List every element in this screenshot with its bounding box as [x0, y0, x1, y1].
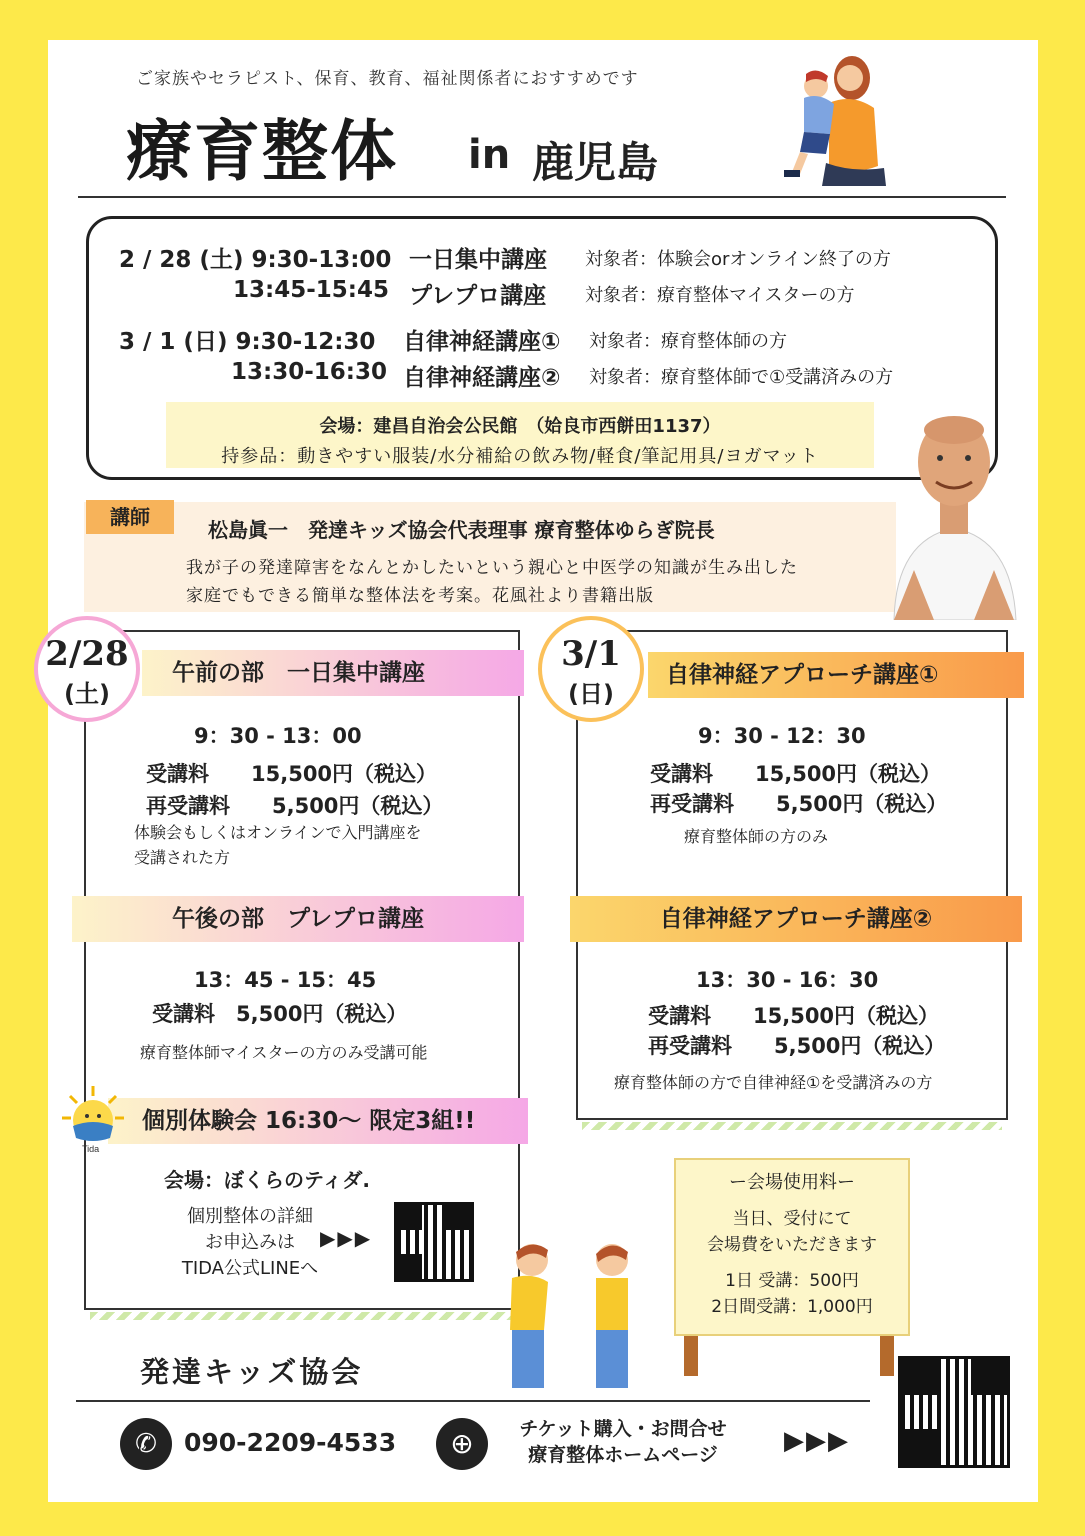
- page-title: 療育整体: [126, 112, 398, 190]
- day2-badge-weekday: (日): [568, 680, 614, 708]
- venue-fee-line-4: 2日間受講：1,000円: [711, 1297, 873, 1317]
- tida-line-qr-code[interactable]: [394, 1202, 474, 1282]
- header-divider: [78, 196, 1006, 198]
- venue-fee-line-1: 当日、受付にて: [732, 1209, 852, 1229]
- lecturer-tag: 講師: [86, 500, 174, 534]
- day1-badge-weekday: (土): [64, 680, 110, 708]
- day1-am-note-line-1: 体験会もしくはオンラインで入門講座を: [134, 823, 422, 842]
- day1-am-refee: 再受講料 5,500円（税込）: [146, 794, 444, 818]
- schedule-course-3: 自律神経講座①: [403, 329, 561, 355]
- day2-c2-time: 13：30 - 16：30: [696, 968, 879, 992]
- day1-am-fee: 受講料 15,500円（税込）: [146, 762, 438, 786]
- schedule-date-2: 13:45-15:45: [233, 277, 389, 303]
- schedule-date-1: 2 / 28 (土) 9:30-13:00: [119, 247, 392, 273]
- day1-pm-fee: 受講料 5,500円（税込）: [152, 1002, 408, 1026]
- lecturer-description: [186, 554, 798, 610]
- day2-c2-title: 自律神経アプローチ講座②: [659, 906, 933, 932]
- trial-venue: 会場：ぼくらのティダ.: [164, 1168, 370, 1192]
- venue-fee-line-3: 1日 受講：500円: [725, 1271, 859, 1291]
- tagline: ご家族やセラピスト、保育、教育、福祉関係者におすすめです: [136, 69, 639, 89]
- venue-address: 会場：建昌自治会公民館 （姶良市西餅田1137）: [319, 416, 721, 437]
- day1-badge-date: 2/28: [45, 634, 129, 674]
- day1-am-note-line-2: 受講された方: [134, 848, 231, 867]
- board-leg-left: [684, 1336, 698, 1376]
- schedule-date-4: 13:30-16:30: [231, 359, 387, 385]
- venue-fee-title: ー会場使用料ー: [729, 1172, 855, 1193]
- posture-illustration: [482, 1238, 662, 1390]
- title-in: in: [468, 132, 511, 178]
- lecturer-name: 松島眞一 発達キッズ協会代表理事 療育整体ゆらぎ院長: [208, 518, 715, 542]
- homepage-qr-code[interactable]: [898, 1356, 1010, 1468]
- trial-detail-line-2: お申込みは: [205, 1232, 295, 1253]
- day1-am-time: 9：30 - 13：00: [194, 724, 362, 748]
- trial-detail-line-1: 個別整体の詳細: [187, 1206, 313, 1227]
- day1-am-title-bar: [142, 650, 524, 696]
- schedule-course-1: 一日集中講座: [409, 247, 547, 273]
- schedule-target-2: 対象者：療育整体マイスターの方: [585, 285, 855, 306]
- phone-icon[interactable]: ✆: [120, 1418, 172, 1470]
- tida-logo-text: Tida: [82, 1144, 100, 1154]
- day2-c2-note: 療育整体師の方で自律神経①を受講済みの方: [614, 1073, 933, 1092]
- day2-badge-date: 3/1: [561, 634, 621, 674]
- sun-mascot-icon: [60, 1084, 126, 1154]
- schedule-date-3: 3 / 1 (日) 9:30-12:30: [119, 329, 376, 355]
- schedule-target-3: 対象者：療育整体師の方: [589, 331, 787, 352]
- schedule-target-1: 対象者：体験会orオンライン終了の方: [585, 249, 891, 270]
- organization-name: 発達キッズ協会: [140, 1355, 364, 1389]
- venue-band: [166, 402, 874, 468]
- schedule-course-4: 自律神経講座②: [403, 365, 561, 391]
- flyer-sheet: [45, 40, 1038, 1502]
- day1-pm-note: 療育整体師マイスターの方のみ受講可能: [140, 1043, 428, 1062]
- day1-date-badge: [34, 616, 140, 722]
- day2-date-badge: [538, 616, 644, 722]
- footer-divider: [76, 1400, 870, 1402]
- phone-number[interactable]: 090-2209-4533: [184, 1428, 397, 1457]
- mother-child-illustration: [774, 48, 894, 188]
- lecturer-desc-line-2: 家庭でもできる簡単な整体法を考案。花風社より書籍出版: [186, 586, 654, 606]
- day2-c1-title: 自律神経アプローチ講座①: [666, 662, 939, 688]
- day2-c2-title-bar: [570, 896, 1022, 942]
- schedule-target-4: 対象者：療育整体師で①受講済みの方: [589, 367, 894, 388]
- trial-detail: [156, 1204, 344, 1282]
- trial-detail-line-3: TIDA公式LINEへ: [181, 1258, 319, 1279]
- trial-title: 個別体験会 16:30〜 限定3組!!: [142, 1108, 476, 1134]
- day1-pm-time: 13：45 - 15：45: [194, 968, 377, 992]
- day2-c1-title-bar: [648, 652, 1024, 698]
- board-leg-right: [880, 1336, 894, 1376]
- lecturer-desc-line-1: 我が子の発達障害をなんとかしたいという親心と中医学の知識が生み出した: [186, 558, 798, 578]
- lecturer-photo: [884, 400, 1024, 620]
- trial-title-bar: [108, 1098, 528, 1144]
- venue-items: 持参品：動きやすい服装/水分補給の飲み物/軽食/筆記用具/ヨガマット: [221, 446, 819, 467]
- contact-link[interactable]: [508, 1416, 738, 1468]
- day2-c1-note: 療育整体師の方のみ: [684, 827, 829, 846]
- venue-fee-line-2: 会場費をいただきます: [707, 1235, 877, 1255]
- day2-c1-refee: 再受講料 5,500円（税込）: [650, 792, 948, 816]
- day2-c2-refee: 再受講料 5,500円（税込）: [648, 1034, 946, 1058]
- trial-arrows: ▶▶▶: [320, 1226, 373, 1250]
- day1-am-title: 午前の部 一日集中講座: [172, 660, 425, 686]
- day1-stripe: [90, 1312, 520, 1320]
- day1-am-note: [134, 820, 422, 870]
- globe-icon[interactable]: ⊕: [436, 1418, 488, 1470]
- day1-pm-title: 午後の部 プレプロ講座: [171, 906, 425, 932]
- venue-fee-board: [674, 1158, 910, 1336]
- day2-c1-fee: 受講料 15,500円（税込）: [650, 762, 942, 786]
- title-place: 鹿児島: [532, 138, 659, 187]
- day2-stripe: [582, 1122, 1002, 1130]
- schedule-course-2: プレプロ講座: [409, 283, 547, 309]
- day1-pm-title-bar: [72, 896, 524, 942]
- footer-arrows: ▶▶▶: [784, 1426, 850, 1456]
- contact-line-2: 療育整体ホームページ: [528, 1444, 718, 1466]
- contact-line-1: チケット購入・お問合せ: [519, 1418, 727, 1440]
- day2-c1-time: 9：30 - 12：30: [698, 724, 866, 748]
- day2-c2-fee: 受講料 15,500円（税込）: [648, 1004, 940, 1028]
